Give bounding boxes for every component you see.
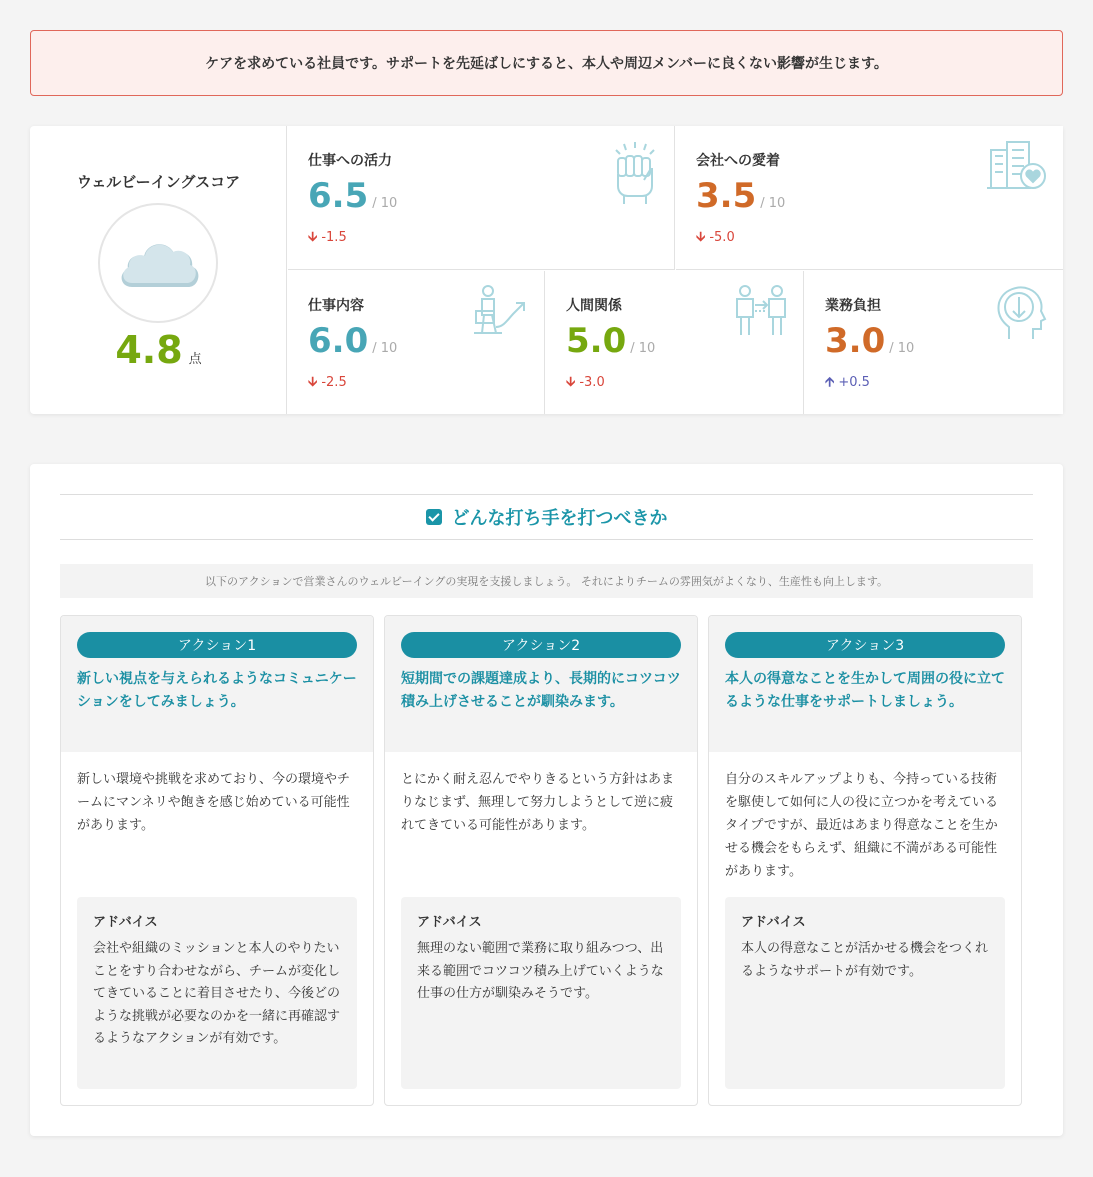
action-card-1 xyxy=(60,615,374,1106)
action-description: とにかく耐え忍んでやりきるという方針はあまりなじまず、無理して努力しようとして逆に疲れてきている可能性があります。 xyxy=(401,772,675,833)
actions-card xyxy=(30,464,1063,1136)
advice-title: アドバイス xyxy=(417,915,482,930)
metric-title: 人間関係 xyxy=(566,298,622,314)
wellbeing-score-value: 4.8 xyxy=(115,328,183,372)
metric-change-value: -3.0 xyxy=(579,375,605,390)
people-exchange-icon xyxy=(735,285,787,337)
action-description: 新しい環境や挑戦を求めており、今の環境やチームにマンネリや飽きを感じ始めている可能性があります。 xyxy=(77,772,351,833)
metric-value xyxy=(308,321,397,361)
alert-message: ケアを求めている社員です。サポートを先延ばしにすると、本人や周辺メンバーに良くない影響が生じます。 xyxy=(205,56,888,72)
metric-value xyxy=(696,176,785,216)
arrow-down-icon: 🡫 xyxy=(308,375,318,390)
action-description: 自分のスキルアップよりも、今持っている技術を駆使して如何に人の役に立つかを考えているタイプですが、最近はあまり得意なことを生かせる機会をもらえず、組織に不満がある可能性があります。 xyxy=(725,772,999,879)
advice-text: 無理のない範囲で業務に取り組みつつ、出来る範囲でコツコツ積み上げていくような仕事の仕方が馴染みそうです。 xyxy=(417,941,664,1001)
head-down-arrow-icon xyxy=(995,285,1047,341)
score-card xyxy=(30,126,1063,414)
action-label: アクション1 xyxy=(77,632,357,658)
metric-relationships xyxy=(546,271,804,414)
metric-change-value: -2.5 xyxy=(321,375,347,390)
metric-title: 仕事への活力 xyxy=(308,153,392,169)
action-title: 短期間での課題達成より、長期的にコツコツ積み上げさせることが馴染みます。 xyxy=(401,671,681,710)
weather-badge xyxy=(98,203,218,323)
actions-intro: 以下のアクションで営業さんのウェルビーイングの実現を支援しましょう。 それによりチームの雰囲気がよくなり、生産性も向上します。 xyxy=(60,564,1033,598)
advice-text: 会社や組織のミッションと本人のやりたいことをすり合わせながら、チームが変化してきていることに着目させたり、今後どのような挑戦が必要なのかを一緒に再確認するようなアクションが有効です。 xyxy=(93,941,341,1046)
action-title: 新しい視点を与えられるようなコミュニケーションをしてみましょう。 xyxy=(77,671,357,710)
advice-text: 本人の得意なことが活かせる機会をつくれるようなサポートが有効です。 xyxy=(741,941,989,979)
metric-score: 5.0 xyxy=(566,321,627,361)
metric-denominator: / 10 xyxy=(760,196,786,211)
checkbox-icon xyxy=(426,509,442,525)
advice-box xyxy=(401,897,681,1089)
metric-score: 3.5 xyxy=(696,176,757,216)
advice-box xyxy=(77,897,357,1089)
action-label: アクション2 xyxy=(401,632,681,658)
advice-title: アドバイス xyxy=(93,915,158,930)
metric-title: 会社への愛着 xyxy=(696,153,780,169)
action-header xyxy=(385,616,697,752)
metric-value xyxy=(566,321,655,361)
arrow-down-icon: 🡫 xyxy=(566,375,576,390)
metric-denominator: / 10 xyxy=(889,341,915,356)
wellbeing-title: ウェルビーイングスコア xyxy=(76,173,241,191)
metric-change-value: -1.5 xyxy=(321,230,347,245)
action-header xyxy=(61,616,373,752)
metric-attachment xyxy=(676,126,1063,270)
metric-value xyxy=(825,321,914,361)
metric-score: 6.0 xyxy=(308,321,369,361)
metric-denominator: / 10 xyxy=(372,196,398,211)
action-title: 本人の得意なことを生かして周囲の役に立てるような仕事をサポートしましょう。 xyxy=(725,671,1005,710)
action-label: アクション3 xyxy=(725,632,1005,658)
metric-workload xyxy=(805,271,1063,414)
alert-banner xyxy=(30,30,1063,96)
metric-change-value: +0.5 xyxy=(838,375,870,390)
arrow-up-icon: 🡩 xyxy=(825,375,835,390)
actions-section-header xyxy=(60,494,1033,540)
action-header xyxy=(709,616,1021,752)
wellbeing-score xyxy=(30,328,287,372)
metric-change xyxy=(308,228,347,250)
cloud-icon xyxy=(116,231,202,295)
arrow-down-icon: 🡫 xyxy=(696,230,706,245)
metric-vitality xyxy=(288,126,675,270)
person-growth-icon xyxy=(474,285,528,337)
metric-denominator: / 10 xyxy=(372,341,398,356)
metric-change xyxy=(308,373,347,395)
metric-change xyxy=(696,228,735,250)
action-card-2 xyxy=(384,615,698,1106)
metric-denominator: / 10 xyxy=(630,341,656,356)
metric-score: 3.0 xyxy=(825,321,886,361)
metric-score: 6.5 xyxy=(308,176,369,216)
action-card-3 xyxy=(708,615,1022,1106)
metric-change xyxy=(825,373,870,395)
advice-title: アドバイス xyxy=(741,915,806,930)
metric-change-value: -5.0 xyxy=(709,230,735,245)
metric-job-content xyxy=(288,271,545,414)
raised-fist-icon xyxy=(612,140,658,206)
metric-change xyxy=(566,373,605,395)
wellbeing-overall xyxy=(30,126,287,414)
metric-title: 業務負担 xyxy=(825,298,881,314)
actions-section-title: どんな打ち手を打つべきか xyxy=(451,508,668,529)
metric-value xyxy=(308,176,397,216)
arrow-down-icon: 🡫 xyxy=(308,230,318,245)
wellbeing-score-unit: 点 xyxy=(188,352,202,367)
advice-box xyxy=(725,897,1005,1089)
metric-title: 仕事内容 xyxy=(308,298,364,314)
building-heart-icon xyxy=(987,140,1047,190)
